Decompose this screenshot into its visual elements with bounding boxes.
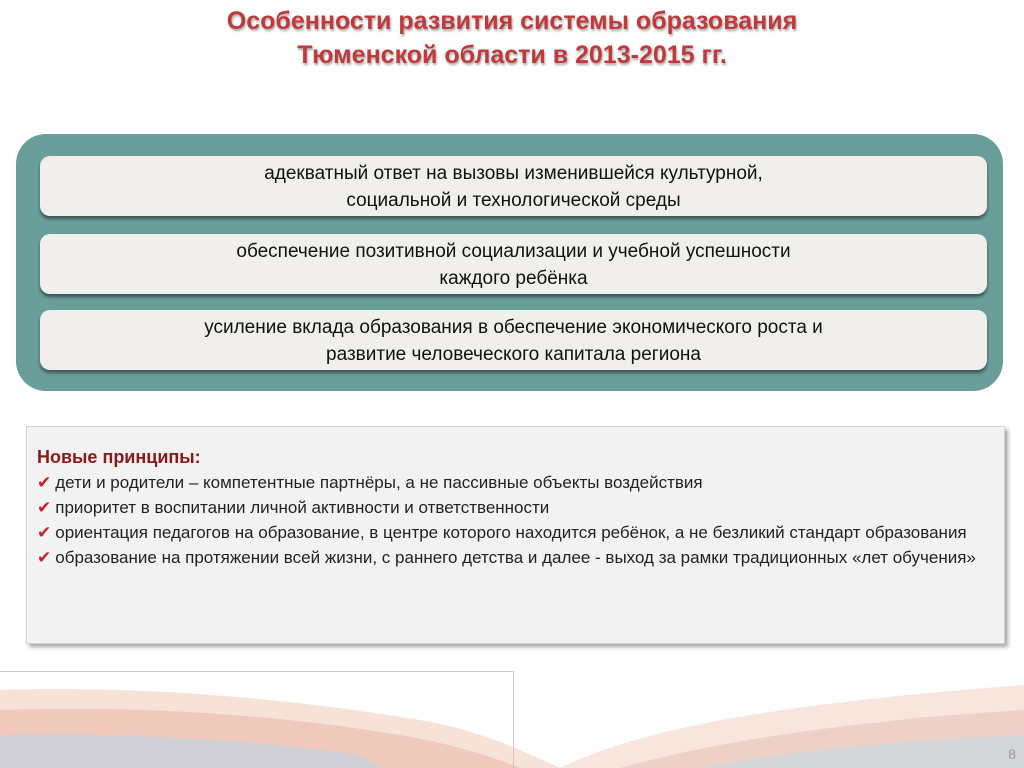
principles-heading: Новые принципы: (37, 447, 201, 467)
principle-text-4: образование на протяжении всей жизни, с раннего детства и далее - выход за рамки традиционных «лет обучения» (55, 548, 976, 567)
title-line-1: Особенности развития системы образования (226, 7, 798, 35)
footer-vertical-divider (513, 671, 514, 768)
goal-3-line-2: развитие человеческого капитала региона (326, 344, 701, 365)
checkmark-icon: ✔ (37, 473, 52, 492)
principles-box (26, 426, 1005, 644)
footer-ornament (0, 660, 1024, 768)
checkmark-icon: ✔ (37, 498, 52, 517)
goal-item-2 (40, 234, 987, 294)
principle-text-1: дети и родители – компетентные партнёры, а не пассивные объекты воздействия (55, 473, 703, 492)
goal-1-line-1: адекватный ответ на вызовы изменившейся культурной, (264, 163, 763, 184)
goal-item-3 (40, 310, 987, 370)
title-line-2: Тюменской области в 2013-2015 гг. (297, 41, 727, 69)
principle-item-2 (37, 495, 994, 520)
principle-text-2: приоритет в воспитании личной активности и ответственности (55, 498, 550, 517)
footer-divider (0, 671, 514, 672)
principle-text-3: ориентация педагогов на образование, в центре которого находится ребёнок, а не безликий стандарт образования (55, 523, 967, 542)
checkmark-icon: ✔ (37, 548, 52, 567)
principle-item-1 (37, 470, 994, 495)
goal-2-line-2: каждого ребёнка (439, 268, 588, 289)
goals-panel (16, 134, 1003, 391)
principle-item-4 (37, 545, 994, 570)
checkmark-icon: ✔ (37, 523, 52, 542)
slide-title (0, 4, 1024, 72)
page-number: 8 (1008, 746, 1016, 762)
goal-3-line-1: усиление вклада образования в обеспечение экономического роста и (204, 317, 823, 338)
goal-item-1 (40, 156, 987, 216)
principle-item-3 (37, 520, 994, 545)
goal-2-line-1: обеспечение позитивной социализации и учебной успешности (236, 241, 791, 262)
goal-1-line-2: социальной и технологической среды (346, 190, 681, 211)
